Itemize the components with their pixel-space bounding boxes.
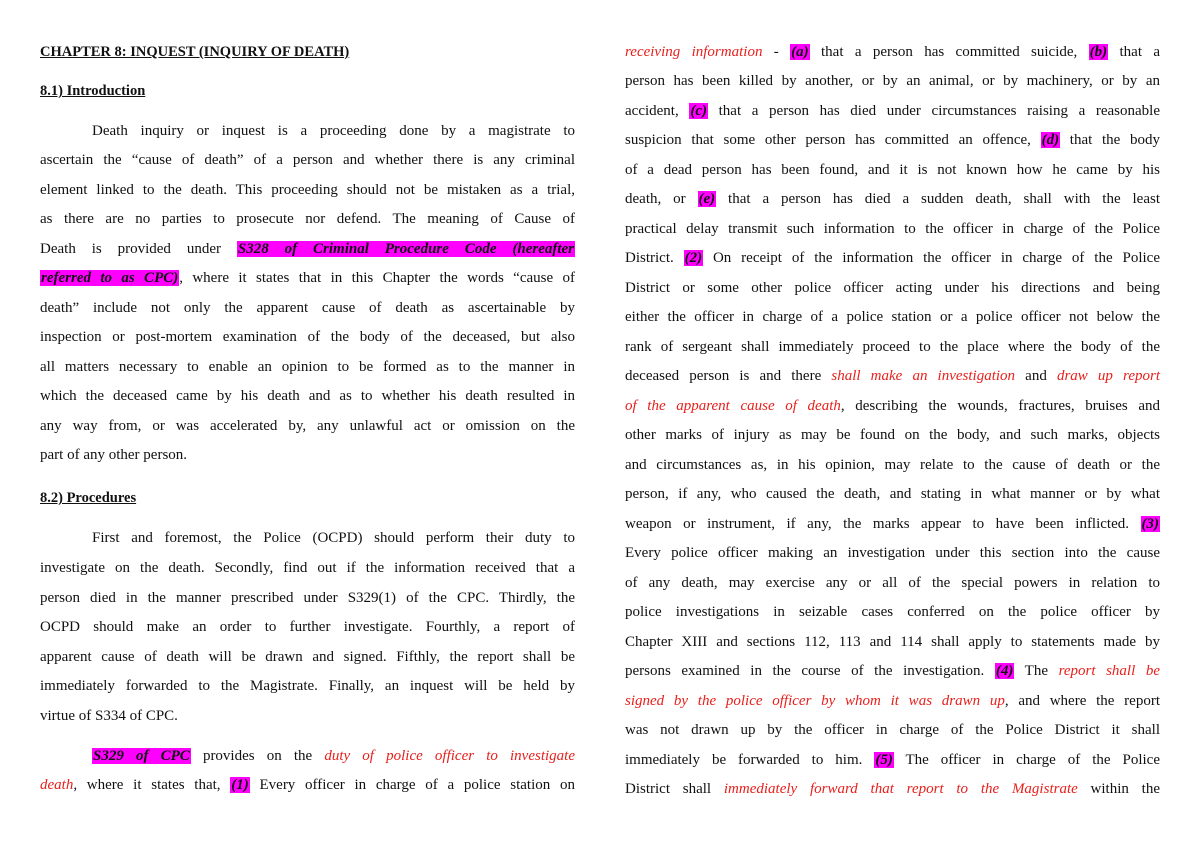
highlight-subsection-5: (5) bbox=[875, 752, 893, 768]
text-line: District or some other police officer acting under his directions and being bbox=[625, 280, 1160, 296]
text-line: of the apparent cause of death, describing the wounds, fractures, bruises and bbox=[625, 398, 1160, 414]
text-line: was not drawn up by the officer in charge of the Police District it shall bbox=[625, 722, 1160, 738]
chapter-title: CHAPTER 8: INQUEST (INQUIRY OF DEATH) bbox=[40, 44, 350, 60]
text-line: person has been killed by another, or by an animal, or by machinery, or by an bbox=[625, 73, 1160, 89]
highlight-clause-b: (b) bbox=[1089, 44, 1108, 60]
highlight-clause-a: (a) bbox=[791, 44, 809, 60]
text-line: signed by the police officer by whom it was drawn up, and where the report bbox=[625, 693, 1160, 709]
text-line: immediately be forwarded to him. (5) The officer in charge of the Police bbox=[625, 752, 1160, 768]
text-line: death, or (e) that a person has died a sudden death, shall with the least bbox=[625, 191, 1160, 207]
text-line: District. (2) On receipt of the information the officer in charge of the Police bbox=[625, 250, 1160, 266]
text-line: as there are no parties to prosecute nor defend. The meaning of Cause of bbox=[40, 211, 575, 227]
text-line: immediately forwarded to the Magistrate. Finally, an inquest will be held by bbox=[40, 678, 575, 694]
highlight-subsection-2: (2) bbox=[684, 250, 703, 266]
text-line: persons examined in the course of the investigation. (4) The report shall be bbox=[625, 663, 1160, 679]
emphasis-death: death bbox=[40, 777, 74, 793]
text-line: other marks of injury as may be found on the body, and such marks, objects bbox=[625, 427, 1160, 443]
text-line: Every police officer making an investigation under this section into the cause bbox=[625, 545, 1160, 561]
text-line: death” include not only the apparent cause of death as ascertainable by bbox=[40, 300, 575, 316]
text-line: District shall immediately forward that report to the Magistrate within the bbox=[625, 781, 1161, 797]
highlight-cpc-reference: referred to as CPC) bbox=[41, 270, 179, 286]
highlight-s328: S328 of Criminal Procedure Code (hereafter bbox=[237, 241, 575, 257]
text-line: rank of sergeant shall immediately proceed to the place where the body of the bbox=[625, 339, 1160, 355]
text-line: either the officer in charge of a police station or a police officer not below the bbox=[625, 309, 1160, 325]
highlight-clause-d: (d) bbox=[1041, 132, 1060, 148]
text-line: inspection or post-mortem examination of the body of the deceased, but also bbox=[40, 329, 575, 345]
text-line: Death inquiry or inquest is a proceeding done by a magistrate to bbox=[92, 123, 575, 139]
section-heading-introduction: 8.1) Introduction bbox=[40, 83, 146, 99]
text-line: all matters necessary to enable an opinion to be formed as to the manner in bbox=[40, 359, 575, 375]
text-line: police investigations in seizable cases conferred on the police officer by bbox=[625, 604, 1160, 620]
text-line: any way from, or was accelerated by, any unlawful act or omission on the bbox=[40, 418, 575, 434]
text-line: person died in the manner prescribed under S329(1) of the CPC. Thirdly, the bbox=[40, 590, 575, 606]
highlight-s329: S329 of CPC bbox=[93, 748, 190, 764]
text-line: death, where it states that, (1) Every officer in charge of a police station on bbox=[40, 777, 575, 793]
text-line: S329 of CPC provides on the duty of police officer to investigate bbox=[93, 748, 575, 764]
text-line: apparent cause of death will be drawn and signed. Fifthly, the report shall be bbox=[40, 649, 575, 665]
text-line: ascertain the “cause of death” of a person and whether there is any criminal bbox=[40, 152, 575, 168]
text-line: of any death, may exercise any or all of the special powers in relation to bbox=[625, 575, 1160, 591]
text-line: weapon or instrument, if any, the marks appear to have been inflicted. (3) bbox=[625, 516, 1159, 532]
emphasis-duty: duty of police officer to investigate bbox=[324, 748, 575, 764]
highlight-subsection-4: (4) bbox=[995, 663, 1014, 679]
text-line: accident, (c) that a person has died under circumstances raising a reasonable bbox=[625, 103, 1160, 119]
text-line: of a dead person has been found, and it is not known how he came by his bbox=[625, 162, 1160, 178]
text-line: practical delay transmit such information to the officer in charge of the Police bbox=[625, 221, 1160, 237]
highlight-subsection-3: (3) bbox=[1141, 516, 1159, 532]
text-line: element linked to the death. This proceeding should not be mistaken as a trial, bbox=[40, 182, 575, 198]
text-line: person, if any, who caused the death, and stating in what manner or by what bbox=[625, 486, 1160, 502]
highlight-subsection-1: (1) bbox=[231, 777, 249, 793]
text-line: Death is provided under S328 of Criminal Procedure Code (hereafter bbox=[40, 241, 575, 257]
highlight-clause-c: (c) bbox=[690, 103, 708, 119]
text-line: OCPD should make an order to further investigate. Fourthly, a report of bbox=[40, 619, 575, 635]
text-line: virtue of S334 of CPC. bbox=[40, 708, 178, 724]
text-line: Chapter XIII and sections 112, 113 and 114 shall apply to statements made by bbox=[625, 634, 1160, 650]
text-line: First and foremost, the Police (OCPD) should perform their duty to bbox=[92, 530, 575, 546]
text-line: referred to as CPC), where it states that in this Chapter the words “cause of bbox=[41, 270, 575, 286]
text-line: investigate on the death. Secondly, find out if the information received that a bbox=[40, 560, 575, 576]
highlight-clause-e: (e) bbox=[698, 191, 716, 207]
section-heading-procedures: 8.2) Procedures bbox=[40, 490, 137, 506]
text-line: deceased person is and there shall make an investigation and draw up report bbox=[625, 368, 1160, 384]
text-line: which the deceased came by his death and as to whether his death resulted in bbox=[40, 388, 575, 404]
text-line: receiving information - (a) that a person has committed suicide, (b) that a bbox=[625, 44, 1161, 60]
text-line: and circumstances as, in his opinion, may relate to the cause of death or the bbox=[625, 457, 1160, 473]
text-line: suspicion that some other person has committed an offence, (d) that the body bbox=[625, 132, 1160, 148]
text-line: part of any other person. bbox=[40, 447, 188, 463]
